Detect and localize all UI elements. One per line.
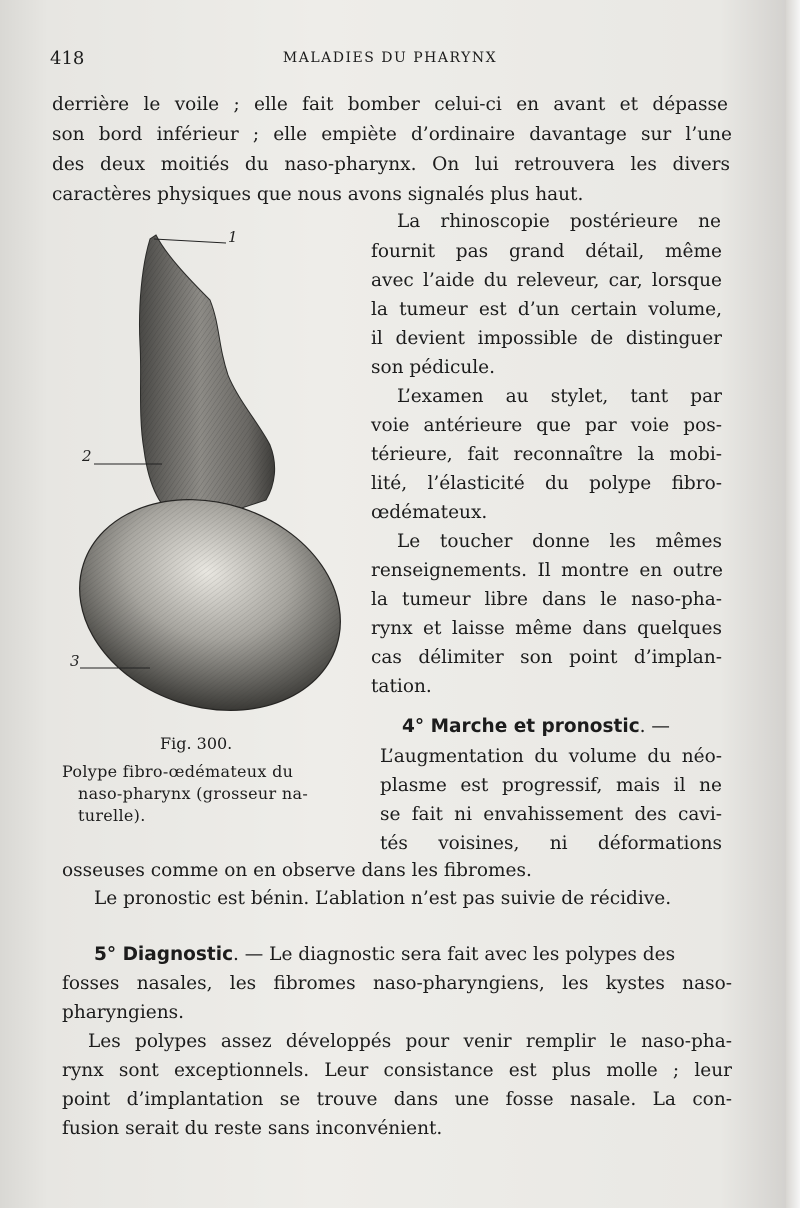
body-line: térieure, fait reconnaître la mobi-	[371, 444, 722, 465]
figure-caption-line: turelle).	[78, 806, 146, 825]
body-line: tés voisines, ni déformations	[380, 833, 722, 854]
body-line: la tumeur libre dans le naso-pha-	[371, 589, 722, 610]
body-line: Le pronostic est bénin. L’ablation n’est pas suivie de récidive.	[94, 888, 672, 909]
page-header	[50, 48, 730, 72]
section-4-heading-line	[402, 718, 670, 737]
polyp-engraving	[70, 225, 360, 715]
page-number: 418	[50, 48, 85, 69]
body-line: Les polypes assez développés pour venir remplir le naso-pha-	[88, 1031, 732, 1052]
body-line: La rhinoscopie postérieure ne	[397, 211, 721, 232]
figure-caption-line: Polype fibro-œdémateux du	[62, 762, 294, 781]
body-line: L’examen au stylet, tant par	[397, 386, 722, 407]
body-line: la tumeur est d’un certain volume,	[371, 299, 722, 320]
body-line: se fait ni envahissement des cavi-	[380, 804, 722, 825]
section-5-heading: 5° Diagnostic	[94, 944, 234, 965]
body-line: fusion serait du reste sans inconvénient.	[62, 1118, 443, 1139]
body-line: point d’implantation se trouve dans une fosse nasale. La con-	[62, 1089, 732, 1110]
body-line: œdémateux.	[371, 502, 488, 523]
body-line: avec l’aide du releveur, car, lorsque	[371, 270, 722, 291]
figure-label-2: 2	[82, 447, 92, 465]
section-4-heading-dash: . —	[639, 716, 670, 737]
intro-line: des deux moitiés du naso-pharynx. On lui retrouvera les divers	[52, 154, 730, 175]
body-line: voie antérieure que par voie pos-	[371, 415, 722, 436]
body-line: L’augmentation du volume du néo-	[380, 746, 722, 767]
body-line: fosses nasales, les fibromes naso-pharyngiens, les kystes naso-	[62, 973, 732, 994]
body-line: fournit pas grand détail, même	[371, 241, 722, 262]
page-edge	[786, 0, 800, 1208]
intro-line: son bord inférieur ; elle empiète d’ordinaire davantage sur l’une	[52, 124, 732, 145]
body-line: osseuses comme on en observe dans les fibromes.	[62, 860, 532, 881]
body-line: tation.	[371, 676, 432, 697]
figure-caption-line: naso-pharynx (grosseur na-	[78, 784, 309, 803]
body-line: rynx sont exceptionnels. Leur consistance est plus molle ; leur	[62, 1060, 732, 1081]
body-line: pharyngiens.	[62, 1002, 184, 1023]
figure-number: Fig. 300.	[160, 734, 233, 753]
intro-line: derrière le voile ; elle fait bomber celui-ci en avant et dépasse	[52, 94, 728, 115]
body-line: Le toucher donne les mêmes	[397, 531, 722, 552]
body-line: lité, l’élasticité du polype fibro-	[371, 473, 722, 494]
body-line: rynx et laisse même dans quelques	[371, 618, 722, 639]
running-title: MALADIES DU PHARYNX	[282, 50, 498, 66]
section-5-heading-rest: . — Le diagnostic sera fait avec les polypes des	[233, 944, 676, 965]
figure-label-3: 3	[70, 652, 80, 670]
body-line: cas délimiter son point d’implan-	[371, 647, 722, 668]
figure-label-1: 1	[228, 228, 238, 246]
body-line: son pédicule.	[371, 357, 495, 378]
figure-illustration	[70, 225, 360, 715]
section-4-heading: 4° Marche et pronostic	[402, 716, 640, 737]
intro-line: caractères physiques que nous avons signalés plus haut.	[52, 184, 584, 205]
section-5-heading-line	[94, 946, 675, 965]
body-line: il devient impossible de distinguer	[371, 328, 722, 349]
body-line: plasme est progressif, mais il ne	[380, 775, 722, 796]
body-line: renseignements. Il montre en outre	[371, 560, 723, 581]
